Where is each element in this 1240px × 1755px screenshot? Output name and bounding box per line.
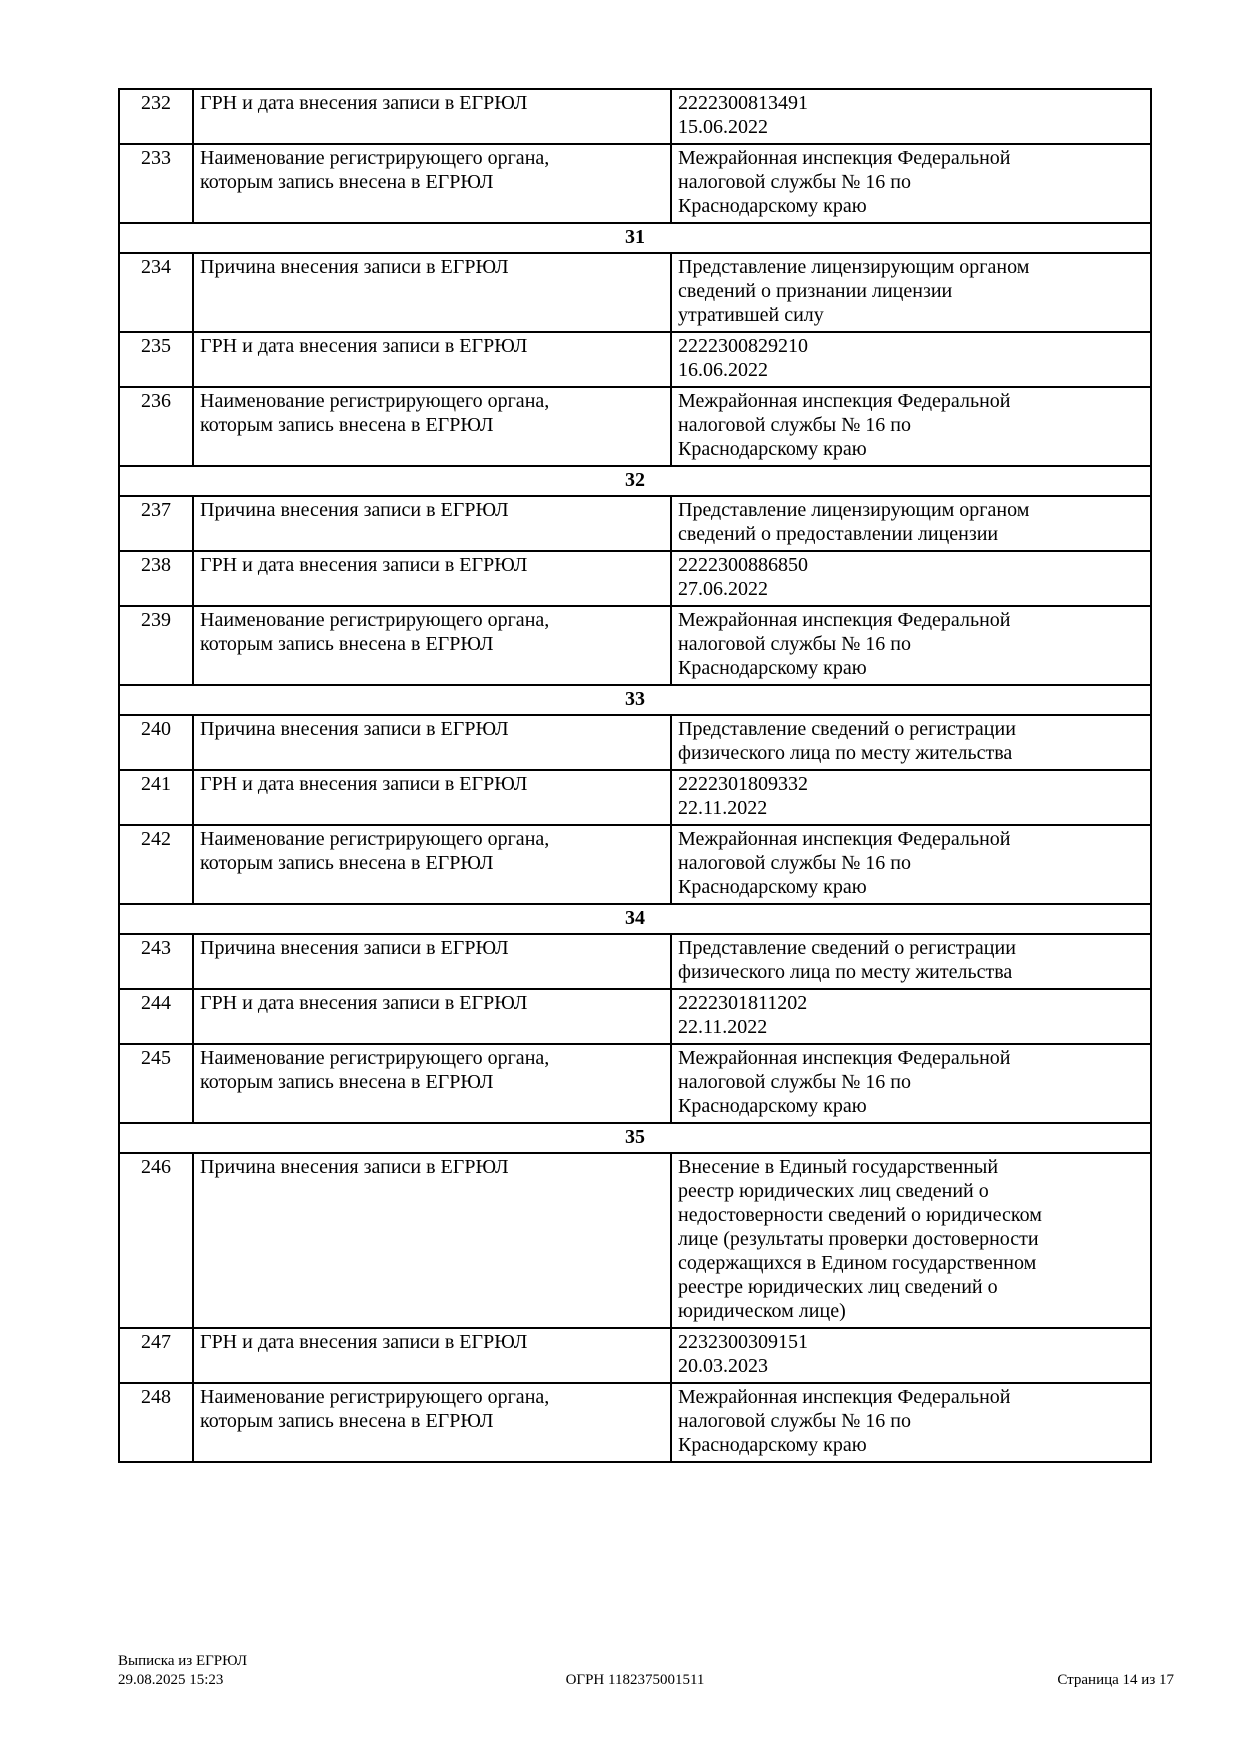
table-row <box>120 386 1150 465</box>
section-row <box>120 465 1150 495</box>
table-row <box>120 769 1150 824</box>
row-number: 234 <box>120 254 194 331</box>
row-value: 2232300309151 20.03.2023 <box>678 1331 808 1377</box>
row-number: 247 <box>120 1329 194 1382</box>
section-number: 35 <box>625 1126 645 1148</box>
egrul-table <box>118 88 1152 1463</box>
row-number: 243 <box>120 935 194 988</box>
row-number: 242 <box>120 826 194 903</box>
row-label: Причина внесения записи в ЕГРЮЛ <box>194 254 672 331</box>
row-value: Представление сведений о регистрации физического лица по месту жительства <box>678 718 1016 764</box>
row-number: 232 <box>120 90 194 143</box>
section-row <box>120 222 1150 252</box>
table-row <box>120 1043 1150 1122</box>
row-label: Причина внесения записи в ЕГРЮЛ <box>194 497 672 550</box>
row-label: Причина внесения записи в ЕГРЮЛ <box>194 716 672 769</box>
table-row <box>120 824 1150 903</box>
table-row <box>120 331 1150 386</box>
table-row <box>120 143 1150 222</box>
row-number: 248 <box>120 1384 194 1461</box>
row-value: 2222300886850 27.06.2022 <box>678 554 808 600</box>
row-value: Межрайонная инспекция Федеральной налоговой службы № 16 по Краснодарскому краю <box>678 828 1011 898</box>
table-row <box>120 605 1150 684</box>
table-row <box>120 988 1150 1043</box>
row-number: 233 <box>120 145 194 222</box>
section-row <box>120 903 1150 933</box>
table-row <box>120 90 1150 143</box>
section-number: 33 <box>625 688 645 710</box>
row-label: ГРН и дата внесения записи в ЕГРЮЛ <box>194 771 672 824</box>
footer-doc-type: Выписка из ЕГРЮЛ <box>118 1653 247 1669</box>
table-row <box>120 495 1150 550</box>
row-value: 2222301809332 22.11.2022 <box>678 773 808 819</box>
row-label: Причина внесения записи в ЕГРЮЛ <box>194 1154 672 1327</box>
row-label: Причина внесения записи в ЕГРЮЛ <box>194 935 672 988</box>
row-label: ГРН и дата внесения записи в ЕГРЮЛ <box>194 1329 672 1382</box>
row-number: 240 <box>120 716 194 769</box>
row-label: Наименование регистрирующего органа, которым запись внесена в ЕГРЮЛ <box>194 1045 672 1122</box>
row-value: 2222300813491 15.06.2022 <box>678 92 808 138</box>
section-number: 32 <box>625 469 645 491</box>
row-label: ГРН и дата внесения записи в ЕГРЮЛ <box>194 552 672 605</box>
row-number: 237 <box>120 497 194 550</box>
row-label: Наименование регистрирующего органа, которым запись внесена в ЕГРЮЛ <box>194 145 672 222</box>
section-number: 31 <box>625 226 645 248</box>
row-value: Представление лицензирующим органом сведений о признании лицензии утратившей силу <box>678 256 1030 326</box>
row-label: ГРН и дата внесения записи в ЕГРЮЛ <box>194 990 672 1043</box>
row-label: ГРН и дата внесения записи в ЕГРЮЛ <box>194 90 672 143</box>
row-value: Межрайонная инспекция Федеральной налоговой службы № 16 по Краснодарскому краю <box>678 147 1011 217</box>
row-label: Наименование регистрирующего органа, которым запись внесена в ЕГРЮЛ <box>194 388 672 465</box>
row-number: 239 <box>120 607 194 684</box>
footer-datetime: 29.08.2025 15:23 <box>118 1672 224 1688</box>
section-row <box>120 1122 1150 1152</box>
table-row <box>120 1327 1150 1382</box>
table-row <box>120 933 1150 988</box>
row-label: Наименование регистрирующего органа, которым запись внесена в ЕГРЮЛ <box>194 607 672 684</box>
footer-page-number: Страница 14 из 17 <box>1057 1672 1174 1688</box>
row-label: ГРН и дата внесения записи в ЕГРЮЛ <box>194 333 672 386</box>
row-value: 2222301811202 22.11.2022 <box>678 992 808 1038</box>
footer-ogrn: ОГРН 1182375001511 <box>565 1672 705 1688</box>
row-number: 246 <box>120 1154 194 1327</box>
row-value: Представление лицензирующим органом сведений о предоставлении лицензии <box>678 499 1030 545</box>
row-value: Межрайонная инспекция Федеральной налоговой службы № 16 по Краснодарскому краю <box>678 1386 1011 1456</box>
row-value: 2222300829210 16.06.2022 <box>678 335 808 381</box>
row-value: Внесение в Единый государственный реестр юридических лиц сведений о недостоверности сведений о юридическом лице (результаты проверки достоверности содержащихся в Едином государственном реестре юридических лиц сведений о юридическом лице) <box>678 1156 1042 1322</box>
row-value: Представление сведений о регистрации физического лица по месту жительства <box>678 937 1016 983</box>
table-row <box>120 714 1150 769</box>
row-number: 235 <box>120 333 194 386</box>
section-number: 34 <box>625 907 645 929</box>
row-label: Наименование регистрирующего органа, которым запись внесена в ЕГРЮЛ <box>194 1384 672 1461</box>
row-value: Межрайонная инспекция Федеральной налоговой службы № 16 по Краснодарскому краю <box>678 1047 1011 1117</box>
section-row <box>120 684 1150 714</box>
row-number: 244 <box>120 990 194 1043</box>
row-number: 236 <box>120 388 194 465</box>
row-number: 245 <box>120 1045 194 1122</box>
row-label: Наименование регистрирующего органа, которым запись внесена в ЕГРЮЛ <box>194 826 672 903</box>
table-row <box>120 1152 1150 1327</box>
row-value: Межрайонная инспекция Федеральной налоговой службы № 16 по Краснодарскому краю <box>678 609 1011 679</box>
table-row <box>120 252 1150 331</box>
table-row <box>120 550 1150 605</box>
row-number: 241 <box>120 771 194 824</box>
row-number: 238 <box>120 552 194 605</box>
table-row <box>120 1382 1150 1461</box>
row-value: Межрайонная инспекция Федеральной налоговой службы № 16 по Краснодарскому краю <box>678 390 1011 460</box>
